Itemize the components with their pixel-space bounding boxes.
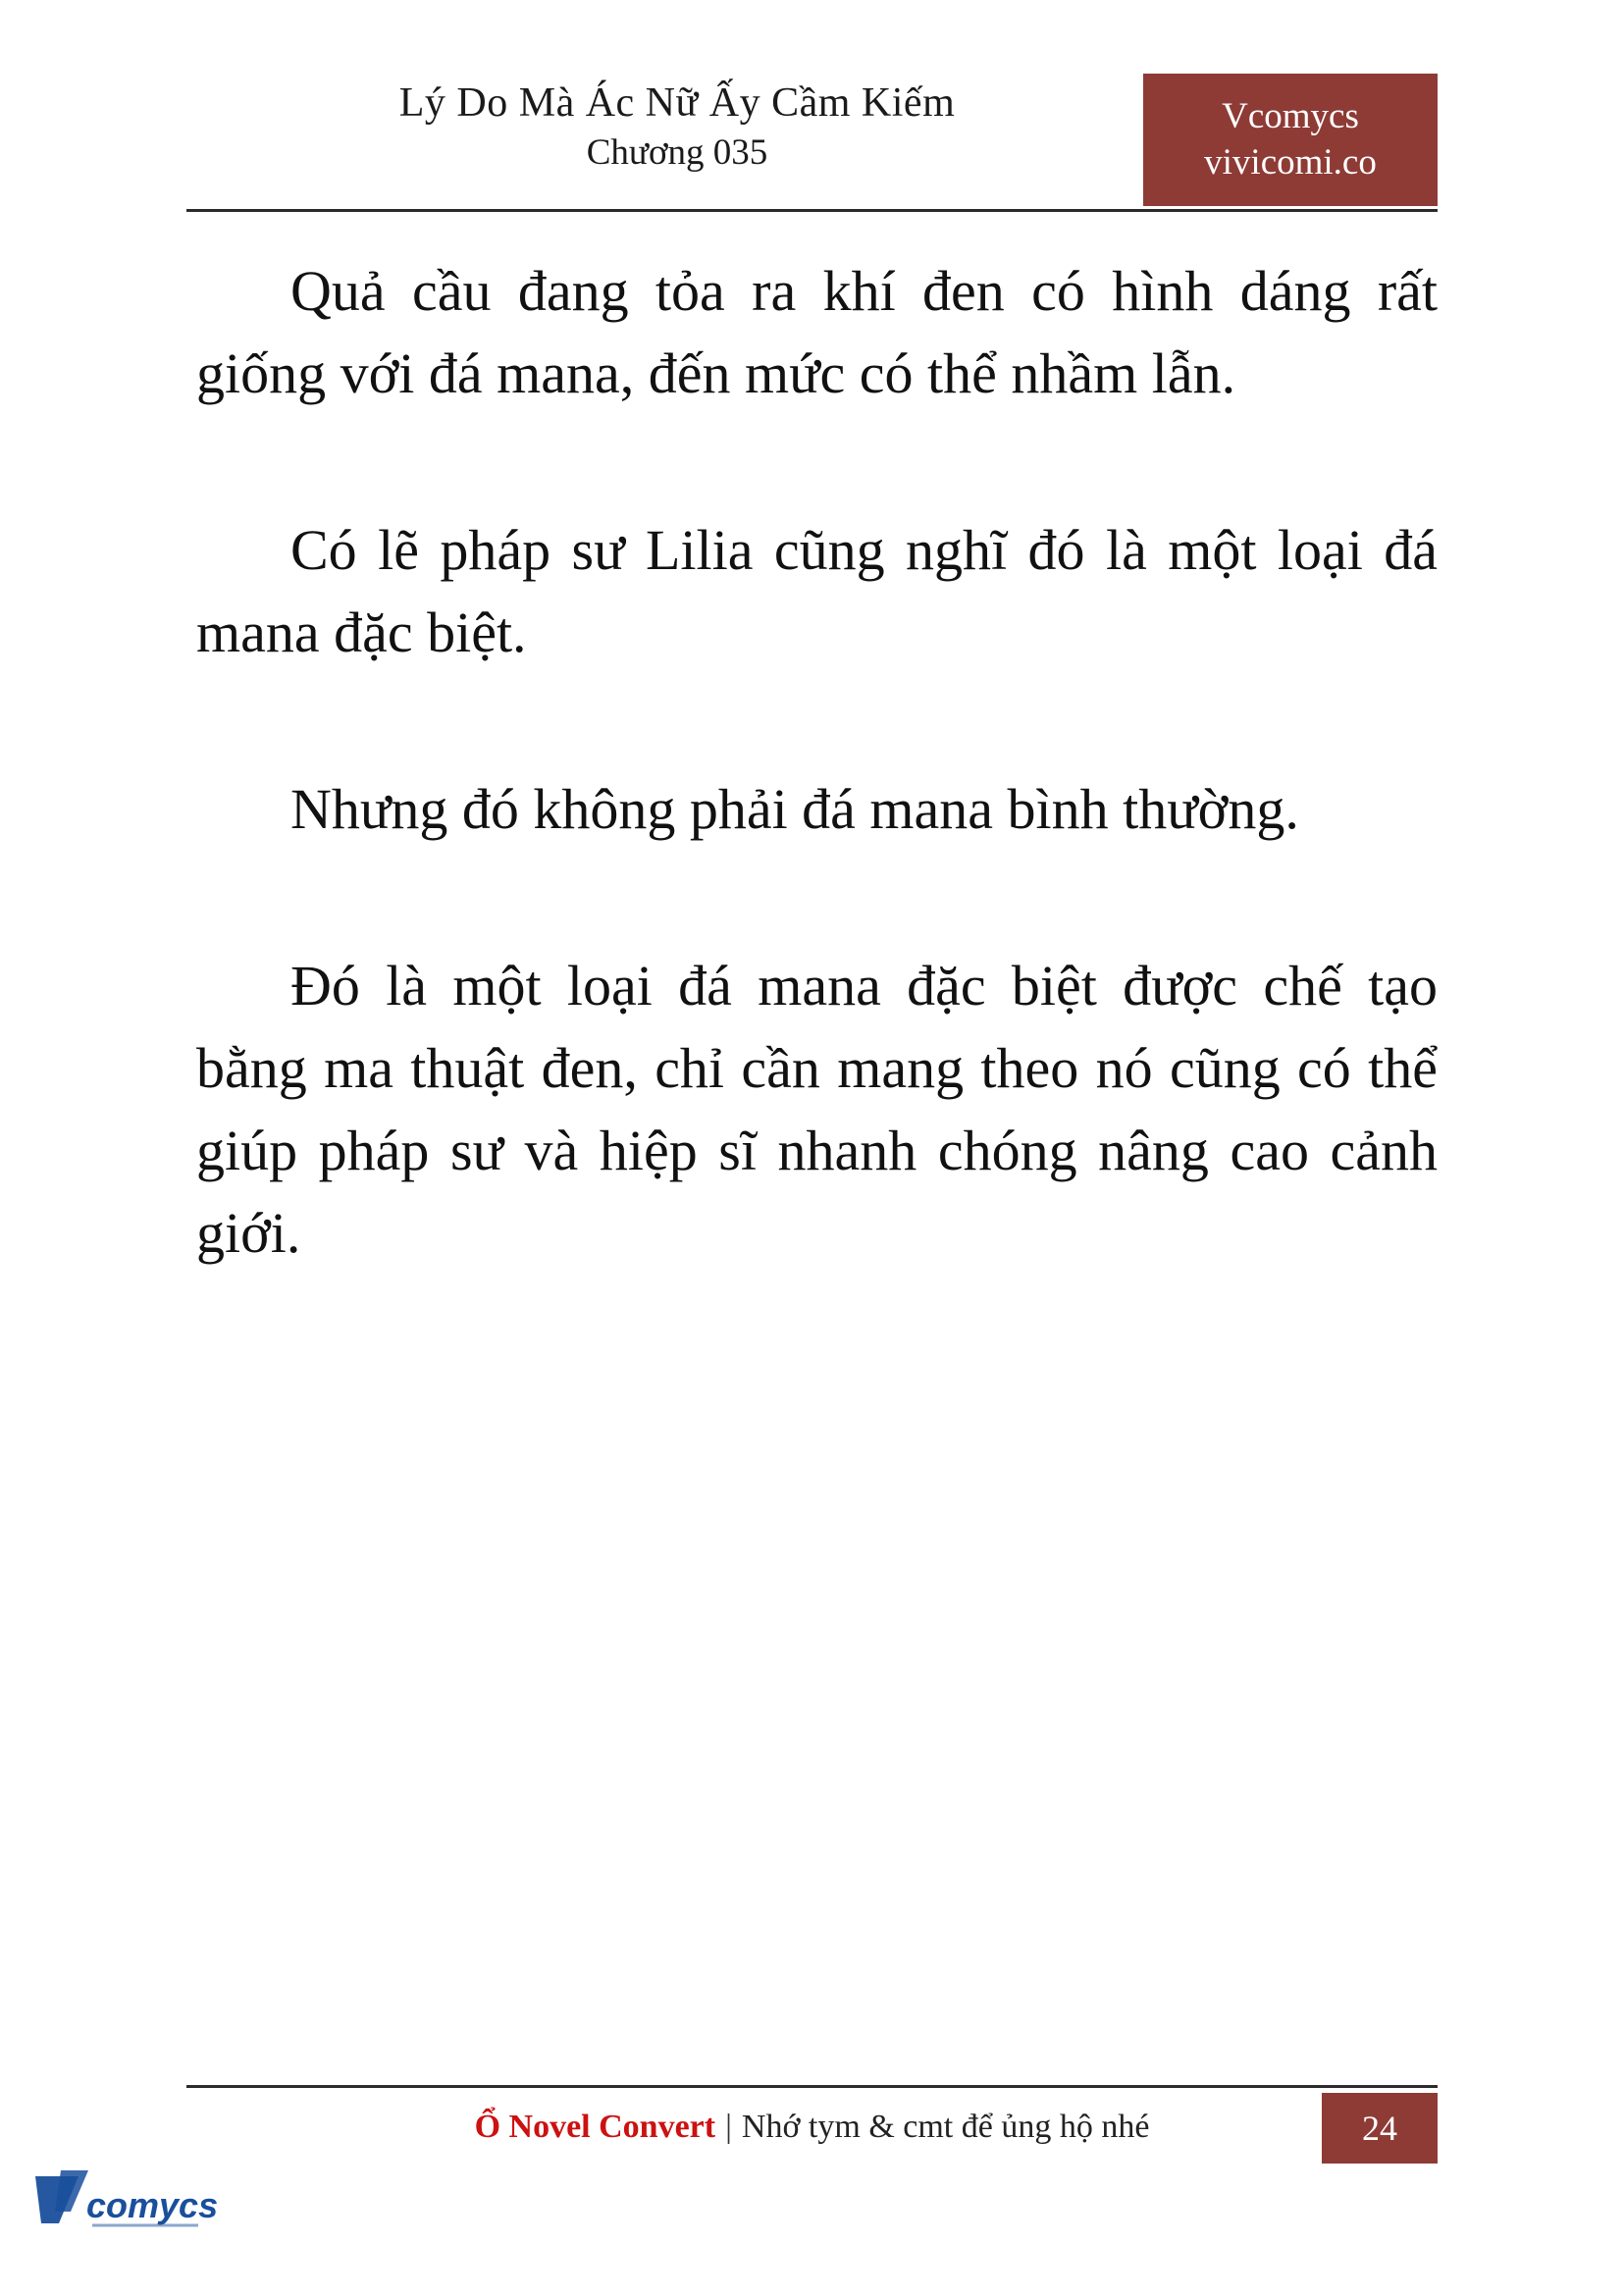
page-number-badge: 24	[1322, 2093, 1438, 2164]
chapter-label: Chương 035	[586, 132, 768, 173]
footer-brand: Ổ Novel Convert	[474, 2109, 716, 2145]
footer-note: Nhớ tym & cmt để ủng hộ nhé	[741, 2109, 1150, 2145]
page-title: Lý Do Mà Ác Nữ Ấy Cầm Kiếm	[398, 80, 956, 126]
brand-name: Vcomycs	[1222, 96, 1359, 137]
paragraph: Đó là một loại đá mana đặc biệt được chế tạo bằng ma thuật đen, chỉ cần mang theo nó cũng có thể giúp pháp sư và hiệp sĩ nhanh chóng nâng cao cảnh giới.	[196, 954, 1438, 1265]
paragraph: Có lẽ pháp sư Lilia cũng nghĩ đó là một loại đá mana đặc biệt.	[196, 518, 1438, 664]
svg-text:comycs: comycs	[86, 2185, 219, 2225]
vcomycs-watermark-logo	[31, 2166, 267, 2265]
paragraph: Quả cầu đang tỏa ra khí đen có hình dáng rất giống với đá mana, đến mức có thể nhầm lẫn.	[196, 259, 1438, 405]
page-header	[186, 78, 1438, 211]
footer-separator: |	[725, 2109, 732, 2145]
brand-badge	[1143, 74, 1438, 206]
header-title-block	[186, 78, 1168, 177]
header-divider	[186, 209, 1438, 212]
page-footer	[186, 2085, 1438, 2173]
paragraph: Nhưng đó không phải đá mana bình thường.	[290, 777, 1299, 841]
footer-text-block	[186, 2088, 1438, 2166]
brand-url: vivicomi.co	[1204, 141, 1377, 183]
page-content	[196, 250, 1438, 1275]
